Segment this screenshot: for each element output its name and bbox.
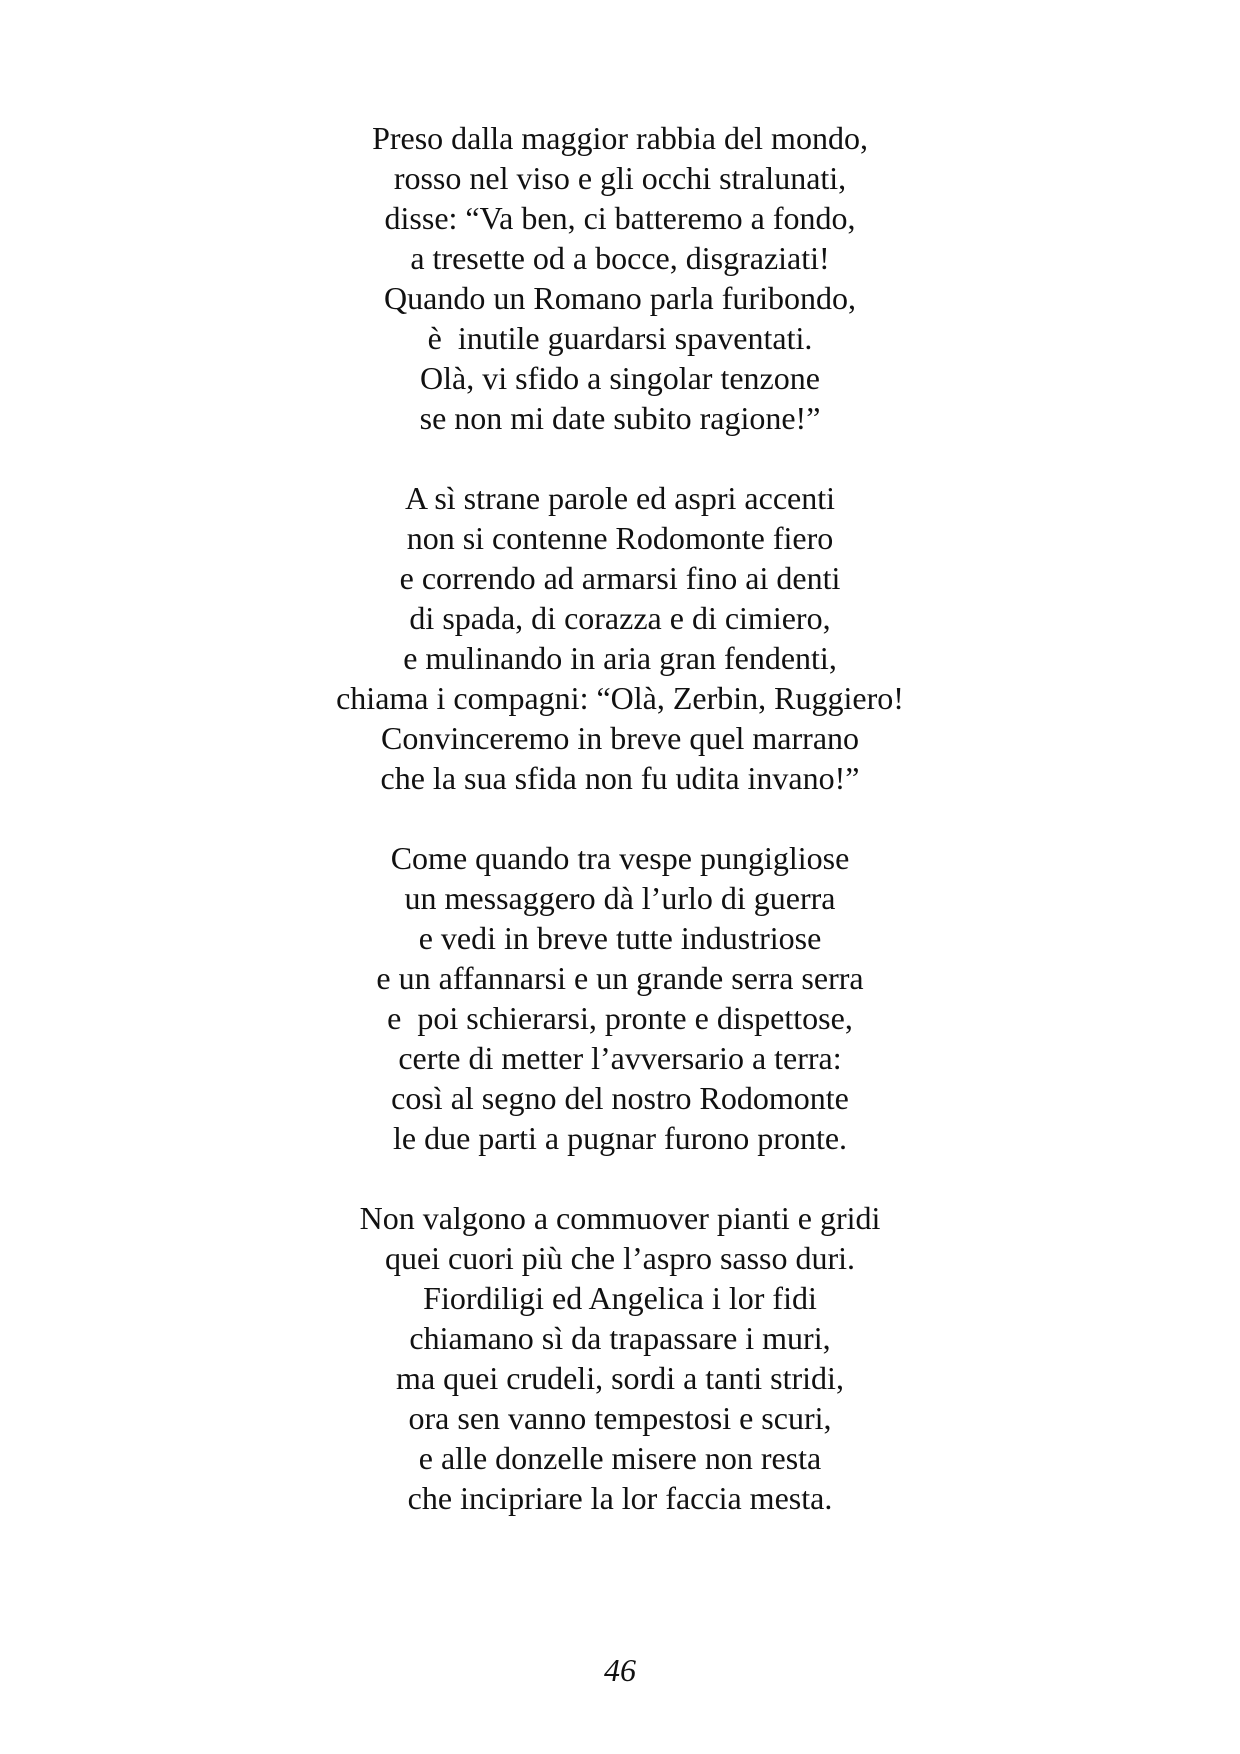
verse-line: e un affannarsi e un grande serra serra <box>376 960 864 996</box>
verse-line: non si contenne Rodomonte fiero <box>406 520 834 556</box>
verse-line: ora sen vanno tempestosi e scuri, <box>408 1400 832 1436</box>
verse-line: e mulinando in aria gran fendenti, <box>403 640 837 676</box>
verse-line: e vedi in breve tutte industriose <box>418 920 822 956</box>
poem-body <box>0 118 1240 1518</box>
verse-line: Olà, vi sfido a singolar tenzone <box>420 360 820 396</box>
verse-line: disse: “Va ben, ci batteremo a fondo, <box>384 200 856 236</box>
verse-line: se non mi date subito ragione!” <box>419 400 821 436</box>
verse-line: e alle donzelle misere non resta <box>418 1440 822 1476</box>
verse-line: di spada, di corazza e di cimiero, <box>409 600 831 636</box>
stanza-3 <box>0 838 1240 1158</box>
verse-line: certe di metter l’avversario a terra: <box>398 1040 842 1076</box>
verse-line: ma quei crudeli, sordi a tanti stridi, <box>396 1360 844 1396</box>
verse-line: Come quando tra vespe pungigliose <box>390 840 850 876</box>
stanza-1 <box>0 118 1240 438</box>
verse-line: chiamano sì da trapassare i muri, <box>409 1320 831 1356</box>
verse-line: rosso nel viso e gli occhi stralunati, <box>393 160 847 196</box>
verse-line: Preso dalla maggior rabbia del mondo, <box>372 120 868 156</box>
verse-line: e correndo ad armarsi fino ai denti <box>399 560 841 596</box>
verse-line: è inutile guardarsi spaventati. <box>427 320 813 356</box>
verse-line: le due parti a pugnar furono pronte. <box>392 1120 848 1156</box>
verse-line: Non valgono a commuover pianti e gridi <box>359 1200 881 1236</box>
verse-line: così al segno del nostro Rodomonte <box>391 1080 849 1116</box>
verse-line: Quando un Romano parla furibondo, <box>384 280 856 316</box>
page-number: 46 <box>604 1652 636 1688</box>
verse-line: un messaggero dà l’urlo di guerra <box>404 880 836 916</box>
stanza-2 <box>0 478 1240 798</box>
stanza-4 <box>0 1198 1240 1518</box>
verse-line: a tresette od a bocce, disgraziati! <box>410 240 830 276</box>
verse-line: quei cuori più che l’aspro sasso duri. <box>384 1240 856 1276</box>
verse-line: che incipriare la lor faccia mesta. <box>407 1480 833 1516</box>
verse-line: Convinceremo in breve quel marrano <box>380 720 860 756</box>
verse-line: A sì strane parole ed aspri accenti <box>404 480 836 516</box>
verse-line: e poi schierarsi, pronte e dispettose, <box>387 1000 853 1036</box>
verse-line: che la sua sfida non fu udita invano!” <box>380 760 860 796</box>
verse-line: chiama i compagni: “Olà, Zerbin, Ruggiero! <box>336 680 904 716</box>
verse-line: Fiordiligi ed Angelica i lor fidi <box>423 1280 817 1316</box>
